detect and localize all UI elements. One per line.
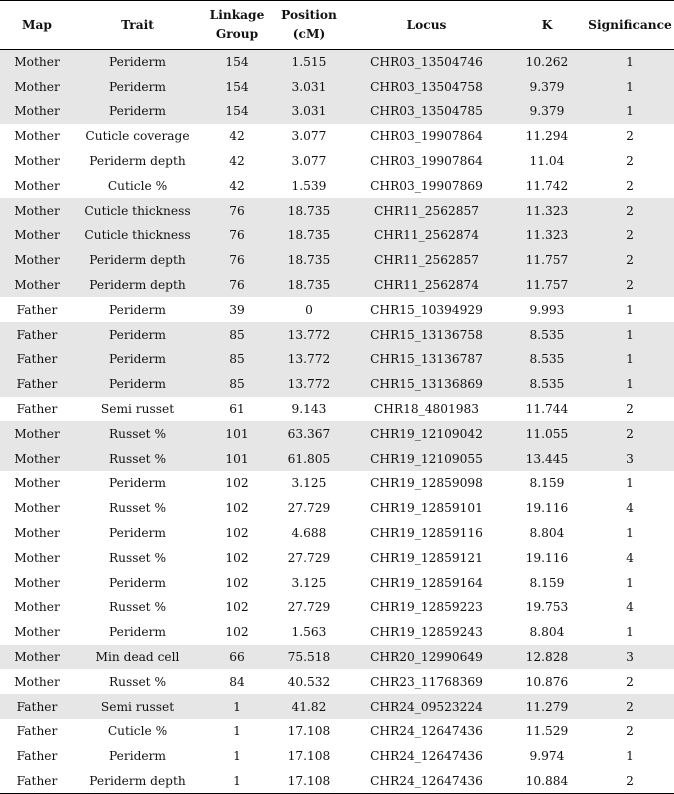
cell-linkage-group: 42: [229, 154, 245, 169]
cell-significance: 1: [586, 74, 674, 99]
cell-significance: 3: [586, 645, 674, 670]
cell-trait: Semi russet: [74, 694, 201, 719]
cell-significance: 1: [586, 50, 674, 75]
table-row: [0, 198, 674, 223]
cell-k: 8.535: [508, 322, 586, 347]
cell-position: 13.772: [273, 347, 345, 372]
cell-significance: 2: [586, 769, 674, 794]
header-locus: Locus: [345, 1, 508, 50]
cell-map: Mother: [0, 273, 74, 298]
cell-position: 13.772: [273, 322, 345, 347]
header-trait: Trait: [74, 1, 201, 50]
cell-position: 3.031: [273, 74, 345, 99]
cell-position: 18.735: [273, 248, 345, 273]
cell-map: Mother: [0, 421, 74, 446]
table-row: [0, 545, 674, 570]
header-linkage-line2: Group: [215, 27, 259, 41]
cell-linkage-group: 42: [229, 129, 245, 144]
cell-position: 3.077: [291, 154, 327, 169]
header-row: [0, 1, 674, 50]
cell-linkage-group: 76: [201, 198, 273, 223]
cell-locus: CHR24_09523224: [345, 694, 508, 719]
cell-position: 18.735: [273, 273, 345, 298]
cell-map: Father: [16, 724, 58, 739]
cell-k: 8.804: [529, 526, 565, 541]
cell-trait: Russet %: [108, 550, 167, 565]
cell-position: 75.518: [273, 645, 345, 670]
cell-significance: 2: [626, 674, 634, 689]
cell-trait: Cuticle thickness: [74, 223, 201, 248]
cell-significance: 2: [586, 223, 674, 248]
cell-k: 10.262: [508, 50, 586, 75]
cell-significance: 1: [626, 526, 634, 541]
cell-linkage-group: 76: [201, 223, 273, 248]
cell-trait: Semi russet: [100, 402, 175, 417]
cell-trait: Periderm: [109, 625, 166, 640]
cell-significance: 2: [626, 178, 634, 193]
cell-locus: CHR03_19907869: [370, 178, 483, 193]
cell-locus: CHR11_2562874: [345, 223, 508, 248]
table-row: [0, 124, 674, 149]
cell-significance: 2: [626, 154, 634, 169]
cell-trait: Cuticle %: [107, 178, 168, 193]
cell-position: 13.772: [273, 372, 345, 397]
cell-trait: Periderm: [109, 526, 166, 541]
cell-map: Mother: [0, 50, 74, 75]
cell-trait: Periderm: [74, 74, 201, 99]
cell-significance: 1: [626, 302, 634, 317]
table-row: [0, 769, 674, 794]
cell-locus: CHR11_2562857: [345, 198, 508, 223]
cell-position: 17.108: [287, 724, 331, 739]
cell-trait: Russet %: [108, 674, 167, 689]
cell-linkage-group: 85: [201, 322, 273, 347]
cell-locus: CHR15_13136787: [345, 347, 508, 372]
cell-k: 8.535: [508, 372, 586, 397]
cell-linkage-group: 1: [201, 694, 273, 719]
cell-linkage-group: 101: [201, 421, 273, 446]
table-row: [0, 744, 674, 769]
cell-locus: CHR03_13504746: [345, 50, 508, 75]
cell-significance: 2: [626, 129, 634, 144]
cell-trait: Periderm: [74, 347, 201, 372]
cell-significance: 2: [586, 248, 674, 273]
cell-k: 11.529: [525, 724, 569, 739]
cell-locus: CHR03_13504758: [345, 74, 508, 99]
table-row: [0, 397, 674, 422]
cell-significance: 2: [626, 724, 634, 739]
cell-significance: 2: [626, 402, 634, 417]
cell-position: 18.735: [273, 223, 345, 248]
cell-k: 19.116: [525, 550, 569, 565]
cell-linkage-group: 154: [201, 50, 273, 75]
cell-locus: CHR15_10394929: [370, 302, 483, 317]
cell-map: Mother: [14, 575, 60, 590]
cell-linkage-group: 1: [233, 724, 241, 739]
table-row: [0, 496, 674, 521]
cell-linkage-group: 1: [233, 749, 241, 764]
cell-linkage-group: 102: [225, 526, 249, 541]
cell-locus: CHR24_12647436: [370, 749, 483, 764]
header-map: Map: [0, 1, 74, 50]
cell-map: Father: [16, 302, 58, 317]
cell-position: 27.729: [287, 550, 331, 565]
cell-k: 8.804: [529, 625, 565, 640]
cell-position: 17.108: [273, 769, 345, 794]
table-row: [0, 620, 674, 645]
cell-map: Mother: [14, 476, 60, 491]
table-header: [0, 1, 674, 50]
cell-locus: CHR19_12859223: [370, 600, 483, 615]
cell-locus: CHR03_19907864: [370, 154, 483, 169]
table-row: [0, 248, 674, 273]
cell-locus: CHR15_13136758: [345, 322, 508, 347]
cell-k: 9.379: [508, 74, 586, 99]
cell-k: 8.159: [529, 476, 565, 491]
cell-trait: Periderm: [74, 50, 201, 75]
cell-linkage-group: 85: [201, 372, 273, 397]
cell-trait: Periderm: [109, 476, 166, 491]
table-row: [0, 521, 674, 546]
cell-significance: 1: [626, 625, 634, 640]
table-body: [0, 50, 674, 794]
header-k: K: [508, 1, 586, 50]
cell-map: Father: [0, 372, 74, 397]
cell-position: 27.729: [287, 600, 331, 615]
table-row: [0, 173, 674, 198]
cell-trait: Periderm depth: [74, 769, 201, 794]
cell-k: 11.055: [508, 421, 586, 446]
cell-k: 11.323: [508, 198, 586, 223]
cell-linkage-group: 76: [201, 248, 273, 273]
table-row: [0, 99, 674, 124]
cell-position: 3.125: [291, 575, 327, 590]
cell-linkage-group: 102: [225, 550, 249, 565]
cell-map: Father: [16, 749, 58, 764]
cell-map: Mother: [0, 248, 74, 273]
cell-significance: 2: [586, 694, 674, 719]
cell-position: 1.539: [291, 178, 327, 193]
cell-significance: 1: [626, 476, 634, 491]
header-position-line2: (cM): [292, 27, 326, 41]
cell-locus: CHR19_12859116: [370, 526, 483, 541]
table-row: [0, 570, 674, 595]
cell-linkage-group: 102: [225, 600, 249, 615]
cell-map: Mother: [14, 625, 60, 640]
cell-position: 27.729: [287, 501, 331, 516]
cell-locus: CHR19_12859098: [370, 476, 483, 491]
table-row: [0, 322, 674, 347]
cell-significance: 4: [626, 600, 634, 615]
cell-map: Mother: [0, 99, 74, 124]
cell-trait: Periderm depth: [74, 248, 201, 273]
header-position-line1: Position: [281, 8, 337, 22]
cell-position: 63.367: [273, 421, 345, 446]
cell-map: Father: [16, 402, 58, 417]
cell-locus: CHR19_12109055: [345, 446, 508, 471]
cell-significance: 2: [586, 273, 674, 298]
cell-k: 11.323: [508, 223, 586, 248]
cell-position: 3.125: [291, 476, 327, 491]
cell-map: Father: [0, 769, 74, 794]
cell-locus: CHR03_13504785: [345, 99, 508, 124]
table-row: [0, 74, 674, 99]
table-row: [0, 694, 674, 719]
cell-linkage-group: 39: [229, 302, 245, 317]
cell-significance: 1: [586, 372, 674, 397]
cell-locus: CHR19_12859164: [370, 575, 483, 590]
cell-trait: Periderm: [109, 575, 166, 590]
table-row: [0, 595, 674, 620]
cell-linkage-group: 42: [229, 178, 245, 193]
cell-map: Mother: [14, 154, 60, 169]
cell-k: 13.445: [508, 446, 586, 471]
cell-locus: CHR20_12990649: [345, 645, 508, 670]
cell-map: Mother: [14, 178, 60, 193]
cell-linkage-group: 154: [201, 74, 273, 99]
table-row: [0, 471, 674, 496]
cell-linkage-group: 102: [225, 625, 249, 640]
cell-map: Mother: [14, 129, 60, 144]
cell-map: Mother: [14, 550, 60, 565]
cell-linkage-group: 66: [201, 645, 273, 670]
cell-k: 9.379: [508, 99, 586, 124]
cell-k: 9.974: [529, 749, 565, 764]
cell-linkage-group: 102: [225, 575, 249, 590]
cell-position: 41.82: [273, 694, 345, 719]
cell-map: Mother: [14, 674, 60, 689]
cell-linkage-group: 1: [201, 769, 273, 794]
cell-locus: CHR15_13136869: [345, 372, 508, 397]
cell-k: 11.757: [508, 248, 586, 273]
cell-locus: CHR11_2562857: [345, 248, 508, 273]
cell-k: 19.753: [525, 600, 569, 615]
cell-locus: CHR23_11768369: [370, 674, 483, 689]
cell-trait: Russet %: [74, 421, 201, 446]
cell-k: 12.828: [508, 645, 586, 670]
cell-trait: Cuticle %: [107, 724, 168, 739]
cell-trait: Periderm depth: [74, 273, 201, 298]
table-row: [0, 50, 674, 75]
cell-k: 9.993: [529, 302, 565, 317]
cell-locus: CHR18_4801983: [373, 402, 479, 417]
table-row: [0, 223, 674, 248]
cell-significance: 1: [626, 749, 634, 764]
table-row: [0, 421, 674, 446]
table-row: [0, 669, 674, 694]
cell-significance: 3: [586, 446, 674, 471]
cell-linkage-group: 76: [201, 273, 273, 298]
cell-locus: CHR19_12859101: [370, 501, 483, 516]
cell-map: Mother: [0, 645, 74, 670]
cell-k: 8.159: [529, 575, 565, 590]
cell-significance: 2: [586, 421, 674, 446]
cell-locus: CHR11_2562874: [345, 273, 508, 298]
cell-position: 4.688: [291, 526, 327, 541]
cell-trait: Cuticle thickness: [74, 198, 201, 223]
cell-trait: Cuticle coverage: [85, 129, 190, 144]
cell-position: 17.108: [287, 749, 331, 764]
cell-locus: CHR19_12859121: [370, 550, 483, 565]
table-row: [0, 347, 674, 372]
cell-k: 10.884: [508, 769, 586, 794]
cell-k: 11.744: [525, 402, 569, 417]
cell-significance: 4: [626, 550, 634, 565]
cell-trait: Russet %: [108, 501, 167, 516]
cell-map: Father: [0, 694, 74, 719]
cell-trait: Periderm: [74, 322, 201, 347]
table-row: [0, 149, 674, 174]
cell-trait: Periderm: [74, 372, 201, 397]
table-row: [0, 446, 674, 471]
cell-linkage-group: 84: [229, 674, 245, 689]
cell-locus: CHR19_12109042: [345, 421, 508, 446]
table-row: [0, 273, 674, 298]
header-significance: Significance: [586, 1, 674, 50]
cell-trait: Russet %: [108, 600, 167, 615]
cell-position: 0: [305, 302, 313, 317]
cell-map: Mother: [0, 223, 74, 248]
cell-map: Mother: [0, 446, 74, 471]
header-linkage-line1: Linkage: [209, 8, 265, 22]
table-row: [0, 297, 674, 322]
cell-trait: Periderm: [109, 749, 166, 764]
cell-position: 9.143: [291, 402, 327, 417]
cell-trait: Russet %: [74, 446, 201, 471]
cell-linkage-group: 85: [201, 347, 273, 372]
cell-map: Mother: [0, 198, 74, 223]
cell-map: Mother: [14, 526, 60, 541]
cell-k: 8.535: [508, 347, 586, 372]
cell-significance: 4: [626, 501, 634, 516]
cell-position: 3.031: [273, 99, 345, 124]
cell-locus: CHR03_19907864: [370, 129, 483, 144]
cell-position: 18.735: [273, 198, 345, 223]
header-linkage-group: [201, 1, 273, 50]
cell-position: 40.532: [287, 674, 331, 689]
cell-position: 1.515: [273, 50, 345, 75]
cell-significance: 1: [586, 99, 674, 124]
cell-k: 11.294: [525, 129, 569, 144]
header-position: [273, 1, 345, 50]
cell-trait: Min dead cell: [74, 645, 201, 670]
table-row: [0, 372, 674, 397]
cell-position: 61.805: [273, 446, 345, 471]
cell-locus: CHR24_12647436: [345, 769, 508, 794]
cell-position: 1.563: [291, 625, 327, 640]
cell-trait: Periderm: [74, 99, 201, 124]
table-row: [0, 719, 674, 744]
cell-k: 11.742: [525, 178, 569, 193]
cell-trait: Periderm: [109, 302, 166, 317]
cell-map: Mother: [14, 600, 60, 615]
cell-locus: CHR24_12647436: [370, 724, 483, 739]
cell-significance: 1: [586, 347, 674, 372]
cell-significance: 1: [586, 322, 674, 347]
cell-map: Mother: [14, 501, 60, 516]
cell-linkage-group: 102: [225, 501, 249, 516]
cell-map: Mother: [0, 74, 74, 99]
cell-trait: Periderm depth: [89, 154, 186, 169]
cell-linkage-group: 101: [201, 446, 273, 471]
cell-significance: 1: [626, 575, 634, 590]
cell-map: Father: [0, 322, 74, 347]
cell-significance: 2: [586, 198, 674, 223]
table-row: [0, 645, 674, 670]
cell-k: 19.116: [525, 501, 569, 516]
cell-k: 10.876: [525, 674, 569, 689]
cell-linkage-group: 102: [225, 476, 249, 491]
cell-map: Father: [0, 347, 74, 372]
cell-k: 11.757: [508, 273, 586, 298]
cell-linkage-group: 61: [229, 402, 245, 417]
cell-k: 11.279: [508, 694, 586, 719]
cell-locus: CHR19_12859243: [370, 625, 483, 640]
cell-linkage-group: 154: [201, 99, 273, 124]
cell-position: 3.077: [291, 129, 327, 144]
cell-k: 11.04: [529, 154, 565, 169]
